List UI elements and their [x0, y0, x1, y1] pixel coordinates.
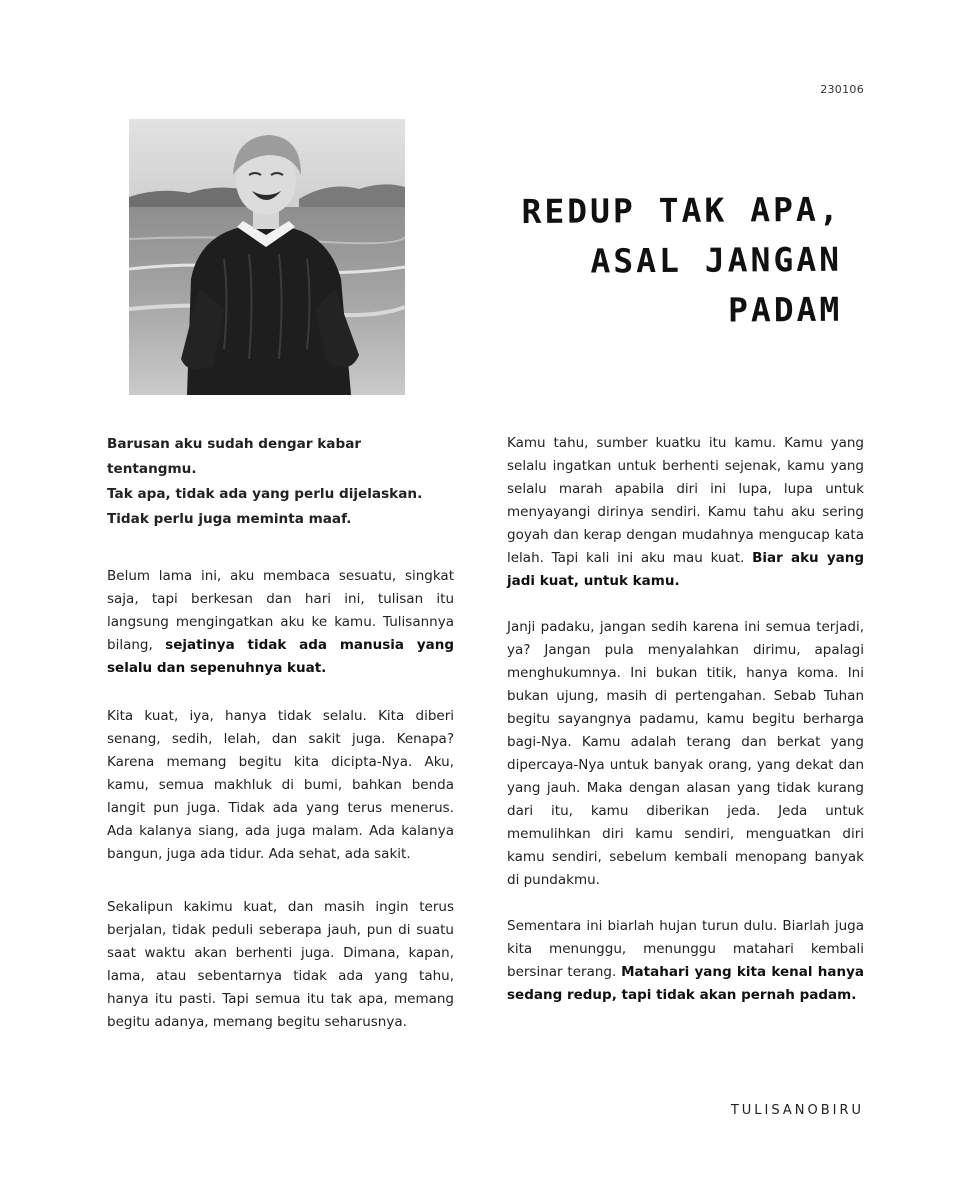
left-column	[107, 432, 454, 1034]
right-p1-text: Kamu tahu, sumber kuatku itu kamu. Kamu yang selalu ingatkan untuk berhenti sejenak, kamu yang selalu marah apabila diri ini lupa, lupa untuk menyayangi dirinya sendiri. Kamu tahu aku sering goyah dan kerap dengan mudahnya mengucap kata lelah. Tapi kali ini aku mau kuat.	[507, 435, 864, 566]
photo-illustration	[129, 119, 405, 395]
left-paragraph-2: Kita kuat, iya, hanya tidak selalu. Kita diberi senang, sedih, lelah, dan sakit juga. Kenapa? Karena memang begitu kita dicipta-Nya. Aku, kamu, semua makhluk di bumi, bahkan benda langit pun juga. Tidak ada yang terus menerus. Ada kalanya siang, ada juga malam. Ada kalanya bangun, juga ada tidur. Ada sehat, ada sakit.	[107, 708, 454, 862]
right-paragraph-1	[507, 432, 864, 593]
right-column	[507, 432, 864, 1007]
intro-line-2: Tak apa, tidak ada yang perlu dijelaskan.	[107, 486, 423, 502]
brand-signature: TULISANOBIRU	[730, 1103, 864, 1118]
right-p3-text: Sementara ini biarlah hujan turun dulu. Biarlah juga kita menunggu, menunggu matahari kembali bersinar terang.	[507, 918, 864, 980]
left-p1-bold: sejatinya tidak ada manusia yang selalu dan sepenuhnya kuat.	[107, 637, 454, 676]
left-p1-text: Belum lama ini, aku membaca sesuatu, singkat saja, tapi berkesan dan hari ini, tulisan itu langsung mengingatkan aku ke kamu. Tulisannya bilang,	[107, 568, 454, 653]
intro-line-1: Barusan aku sudah dengar kabar tentangmu.	[107, 436, 362, 477]
intro-paragraph	[107, 432, 454, 532]
title-line-2: ASAL JANGAN	[590, 239, 843, 281]
left-paragraph-3: Sekalipun kakimu kuat, dan masih ingin terus berjalan, tidak peduli seberapa jauh, pun di suatu saat waktu akan berhenti juga. Dimana, kapan, lama, atau sebentarnya tidak ada yang tahu, hanya itu pasti. Tapi semua itu tak apa, memang begitu adanya, memang begitu seharusnya.	[107, 899, 454, 1030]
right-p1-bold: Biar aku yang jadi kuat, untuk kamu.	[507, 550, 865, 589]
right-paragraph-3	[507, 915, 864, 1007]
right-paragraph-2: Janji padaku, jangan sedih karena ini semua terjadi, ya? Jangan pula menyalahkan dirimu, apalagi menghukumnya. Ini bukan titik, hanya koma. Ini bukan ujung, masih di pertengahan. Sebab Tuhan begitu sayangnya padamu, kamu begitu berharga bagi-Nya. Kamu adalah terang dan berkat yang dipercaya-Nya untuk banyak orang, yang dekat dan yang jauh. Maka dengan alasan yang tidak kurang dari itu, kamu diberikan jeda. Jeda untuk memulihkan diri kamu sendiri, menguatkan diri kamu sendiri, sebelum kembali menopang banyak di pundakmu.	[507, 619, 864, 888]
title-line-1: REDUP TAK APA,	[521, 189, 842, 231]
date-label: 230106	[820, 83, 864, 96]
portrait-photo	[129, 119, 405, 395]
page-title	[479, 185, 842, 338]
right-p3-bold: Matahari yang kita kenal hanya sedang redup, tapi tidak akan pernah padam.	[507, 964, 864, 1003]
title-line-3: PADAM	[727, 289, 843, 330]
left-paragraph-1	[107, 565, 454, 680]
intro-line-3: Tidak perlu juga meminta maaf.	[107, 511, 352, 527]
